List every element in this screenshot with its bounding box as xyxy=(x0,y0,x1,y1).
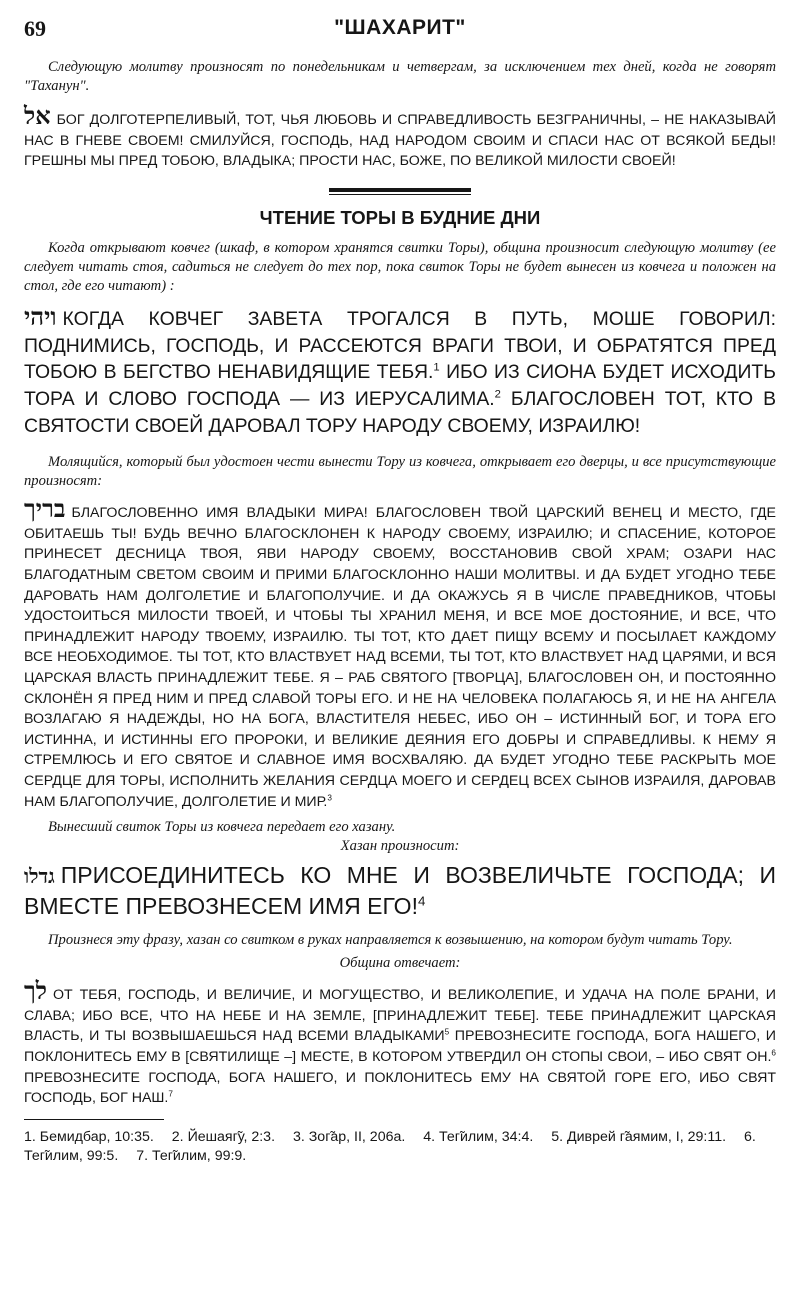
footnote-ref-2: 2 xyxy=(494,388,501,401)
community-rubric: Община отвечает: xyxy=(339,955,461,972)
footnote-ref-1: 1 xyxy=(433,362,440,374)
page-header xyxy=(24,14,776,48)
footnote-6: 6. Тег̃илим, 99:5. xyxy=(24,1129,756,1165)
hebrew-incipit-el: אל xyxy=(24,101,51,130)
chazan-rubric: Хазан произносит: xyxy=(340,838,460,855)
lecha-part-2: ПРЕВОЗНЕСИТЕ ГОСПОДА, БОГА НАШЕГО, И ПОКЛОНИТЕСЬ ЕМУ В [СВЯТИЛИЩЕ –] МЕСТЕ, В КОТОРОМ УТВЕРДИЛ ОН СТОПЫ СВОИ, – ИБО СВЯТ ОН. xyxy=(24,1028,776,1065)
page-number: 69 xyxy=(24,16,46,41)
footnote-4: 4. Тег̃илим, 34:4. xyxy=(423,1129,534,1146)
intro-rubric: Следующую молитву произносят по понедельникам и четвергам, за исключением тех дней, когда не говорят "Таханун". xyxy=(24,59,776,94)
vayehi-part-1: КОГДА КОВЧЕГ ЗАВЕТА ТРОГАЛСЯ В ПУТЬ, МОШЕ ГОВОРИЛ: ПОДНИМИСЬ, ГОСПОДЬ, И РАССЕЮТСЯ ВРАГИ ТВОИ, И ОБРАТЯТСЯ ПРЕД ТОБОЮ В БЕГСТВО НЕНАВИДЯЩИЕ ТЕБЯ. xyxy=(24,308,776,384)
brich-shmei-text: БЛАГОСЛОВЕННО ИМЯ ВЛАДЫКИ МИРА! БЛАГОСЛОВЕН ТВОЙ ЦАРСКИЙ ВЕНЕЦ И МЕСТО, ГДЕ ОБИТАЕШЬ ТЫ! БУДЬ ВЕЧНО БЛАГОСКЛОНЕН К НАРОДУ СВОЕМУ, ИЗРАИЛЮ; И СПАСЕНИЕ, КОТОРОЕ ПРИНЕСЕТ ДЕСНИЦА ТВОЯ, ЯВИ НАРОДУ СВОЕМУ, ВОССТАНОВИВ СВОЙ ХРАМ; ОЗАРИ НАС БЛАГОДАТНЫМ СВЕТОМ СВОИМ И ПРИМИ БЛАГОСКЛОННО НАШИ МОЛИТВЫ. И ДА БУДЕТ УГОДНО ТЕБЕ ДАРОВАТЬ НАМ ДОЛГОЛЕТИЕ И БЛАГОПОЛУЧИЕ. И ДА ОКАЖУСЬ Я В ЧИСЛЕ ПРАВЕДНИКОВ, ЧТОБЫ УДОСТОИТЬСЯ МИЛОСТИ ТВОЕЙ, И ЧТОБЫ ТЫ ХРАНИЛ МЕНЯ, И ВСЕ МОЕ ДОСТОЯНИЕ, И ВСЕ, ЧТО ПРИНАДЛЕЖИТ НАРОДУ ТВОЕМУ, ИЗРАИЛЮ. ТЫ ТОТ, КТО ДАЕТ ПИЩУ ВСЕМУ И ПОСЫЛАЕТ КАЖДОМУ ВСЕ НЕОБХОДИМОЕ. ТЫ ТОТ, КТО ВЛАСТВУЕТ НАД ВСЕМИ, ТЫ ТОТ, КТО ВЛАСТВУЕТ НАД ЦАРЯМИ, И ВСЯ ЦАРСКАЯ ВЛАСТЬ ПРИНАДЛЕЖИТ ТЕБЕ. Я – РАБ СВЯТОГО [ТВОРЦА], БЛАГОСЛОВЕН ОН, И ПОСТОЯННО СКЛОНЁН Я ПРЕД НИМ И ПРЕД СЛАВОЙ ТОРЫ ЕГО. И НЕ НА ЧЕЛОВЕКА ПОЛАГАЮСЬ Я, И НЕ НА АНГЕЛА ВОЗЛАГАЮ Я НАДЕЖДЫ, НО НА БОГА, ВЛАСТИТЕЛЯ НЕБЕС, ИБО ОН – ИСТИННЫЙ БОГ, И ТОРА ЕГО ИСТИННА, И ИСТИННЫ ЕГО ПРОРОКИ, И ВЕЛИКИЕ ДЕЯНИЯ ЕГО ДОБРЫ И СПРАВЕДЛИВЫ. К НЕМУ Я СТРЕМЛЮСЬ И ЕГО СВЯТОЕ И СЛАВНОЕ ИМЯ ВОСХВАЛЯЮ. ДА БУДЕТ УГОДНО ТЕБЕ РАСКРЫТЬ МОЕ СЕРДЦЕ ДЛЯ ТОРЫ, ИСПОЛНИТЬ ЖЕЛАНИЯ СЕРДЦА МОЕГО И СЕРДЕЦ ВСЕХ СЫНОВ ИЗРАИЛЯ, ДАРОВАВ НАМ БЛАГОПОЛУЧИЕ, ДОЛГОЛЕТИЕ И МИР. xyxy=(24,505,776,810)
section-divider xyxy=(329,188,471,196)
vayehi-prayer xyxy=(24,304,776,439)
footnote-ref-5: 5 xyxy=(444,1027,450,1037)
el-erech-prayer xyxy=(24,101,776,172)
section-title: ЧТЕНИЕ ТОРЫ В БУДНИЕ ДНИ xyxy=(259,207,541,229)
footnote-ref-6: 6 xyxy=(771,1048,776,1058)
lecha-part-1: ОТ ТЕБЯ, ГОСПОДЬ, И ВЕЛИЧИЕ, И МОГУЩЕСТВО, И ВЕЛИКОЛЕПИЕ, И УДАЧА НА ПОЛЕ БРАНИ, И СЛАВА; ИБО ВСЕ, ЧТО НА НЕБЕ И НА ЗЕМЛЕ, [ПРИНАДЛЕЖИТ ТЕБЕ]. ТЕБЕ ПРИНАДЛЕЖИТ ЦАРСКАЯ ВЛАСТЬ, И ТЫ ВОЗВЫШАЕШЬСЯ НАД ВСЕМИ ВЛАДЫКАМИ xyxy=(24,987,776,1045)
opener-rubric: Молящийся, который был удостоен чести вынести Тору из ковчега, открывает его дверцы, и все присутствующие произносят: xyxy=(24,454,776,490)
footnote-ref-3: 3 xyxy=(327,792,332,802)
footnote-2: 2. Йешаяг̃у, 2:3. xyxy=(171,1129,276,1146)
gadlu-text: ПРИСОЕДИНИТЕСЬ КО МНЕ И ВОЗВЕЛИЧЬТЕ ГОСПОДА; И ВМЕСТЕ ПРЕВОЗНЕСЕМ ИМЯ ЕГО! xyxy=(24,862,776,920)
procession-rubric: Произнеся эту фразу, хазан со свитком в руках направляется к возвышению, на котором будут читать Тору. xyxy=(48,932,733,949)
brich-shmei-prayer xyxy=(24,494,776,812)
lecha-part-3: ПРЕВОЗНЕСИТЕ ГОСПОДА, БОГА НАШЕГО, И ПОКЛОНИТЕСЬ ЕМУ НА СВЯТОЙ ГОРЕ ЕГО, ИБО СВЯТ ГОСПОДЬ, БОГ НАШ. xyxy=(24,1069,776,1107)
vayehi-part-2: ИБО ИЗ СИОНА БУДЕТ ИСХОДИТЬ ТОРА И СЛОВО ГОСПОДА — ИЗ ИЕРУСАЛИМА. xyxy=(24,361,776,411)
footnote-5: 5. Диврей г̃аямим, I, 29:11. xyxy=(551,1129,727,1146)
page xyxy=(24,14,776,1166)
ark-rubric: Когда открывают ковчег (шкаф, в котором хранятся свитки Торы), община произносит следующую молитву (ее следует читать стоя, садиться не следует до тех пор, пока свиток Торы не будет вынесен из ковчега и положен на стол, где его читают) : xyxy=(24,240,776,295)
footnotes xyxy=(24,1128,776,1166)
hand-over-rubric: Вынесший свиток Торы из ковчега передает его хазану. xyxy=(48,819,396,836)
hebrew-incipit-vayehi: ויהי xyxy=(24,302,57,332)
vayehi-part-3: БЛАГОСЛОВЕН ТОТ, КТО В СВЯТОСТИ СВОЕЙ ДАРОВАЛ ТОРУ НАРОДУ СВОЕМУ, ИЗРАИЛЮ! xyxy=(24,388,777,437)
running-title: "ШАХАРИТ" xyxy=(334,16,466,39)
gadlu-prayer xyxy=(24,860,776,921)
hebrew-incipit-gadlu: גדלו xyxy=(24,864,55,889)
footnote-7: 7. Тег̃илим, 99:9. xyxy=(136,1148,247,1165)
footnote-ref-4: 4 xyxy=(417,893,426,909)
footnote-divider xyxy=(24,1119,164,1121)
hebrew-incipit-lecha: לך xyxy=(24,976,48,1006)
el-erech-text: БОГ ДОЛГОТЕРПЕЛИВЫЙ, ТОТ, ЧЬЯ ЛЮБОВЬ И СПРАВЕДЛИВОСТЬ БЕЗГРАНИЧНЫ, – НЕ НАКАЗЫВАЙ НАС В ГНЕВЕ СВОЕМ! СМИЛУЙСЯ, ГОСПОДЬ, НАД НАРОДОМ СВОИМ И СПАСИ НАС ОТ ВСЯКОЙ БЕДЫ! ГРЕШНЫ МЫ ПРЕД ТОБОЮ, ВЛАДЫКА; ПРОСТИ НАС, БОЖЕ, ПО ВЕЛИКОЙ МИЛОСТИ СВОЕЙ! xyxy=(24,112,776,170)
hebrew-incipit-brich: בריך xyxy=(24,494,66,524)
lecha-prayer xyxy=(24,976,776,1109)
footnote-1: 1. Бемидбар, 10:35. xyxy=(24,1129,154,1146)
footnote-3: 3. Зог̃ар, II, 206а. xyxy=(292,1129,406,1146)
footnote-ref-7: 7 xyxy=(168,1089,173,1099)
